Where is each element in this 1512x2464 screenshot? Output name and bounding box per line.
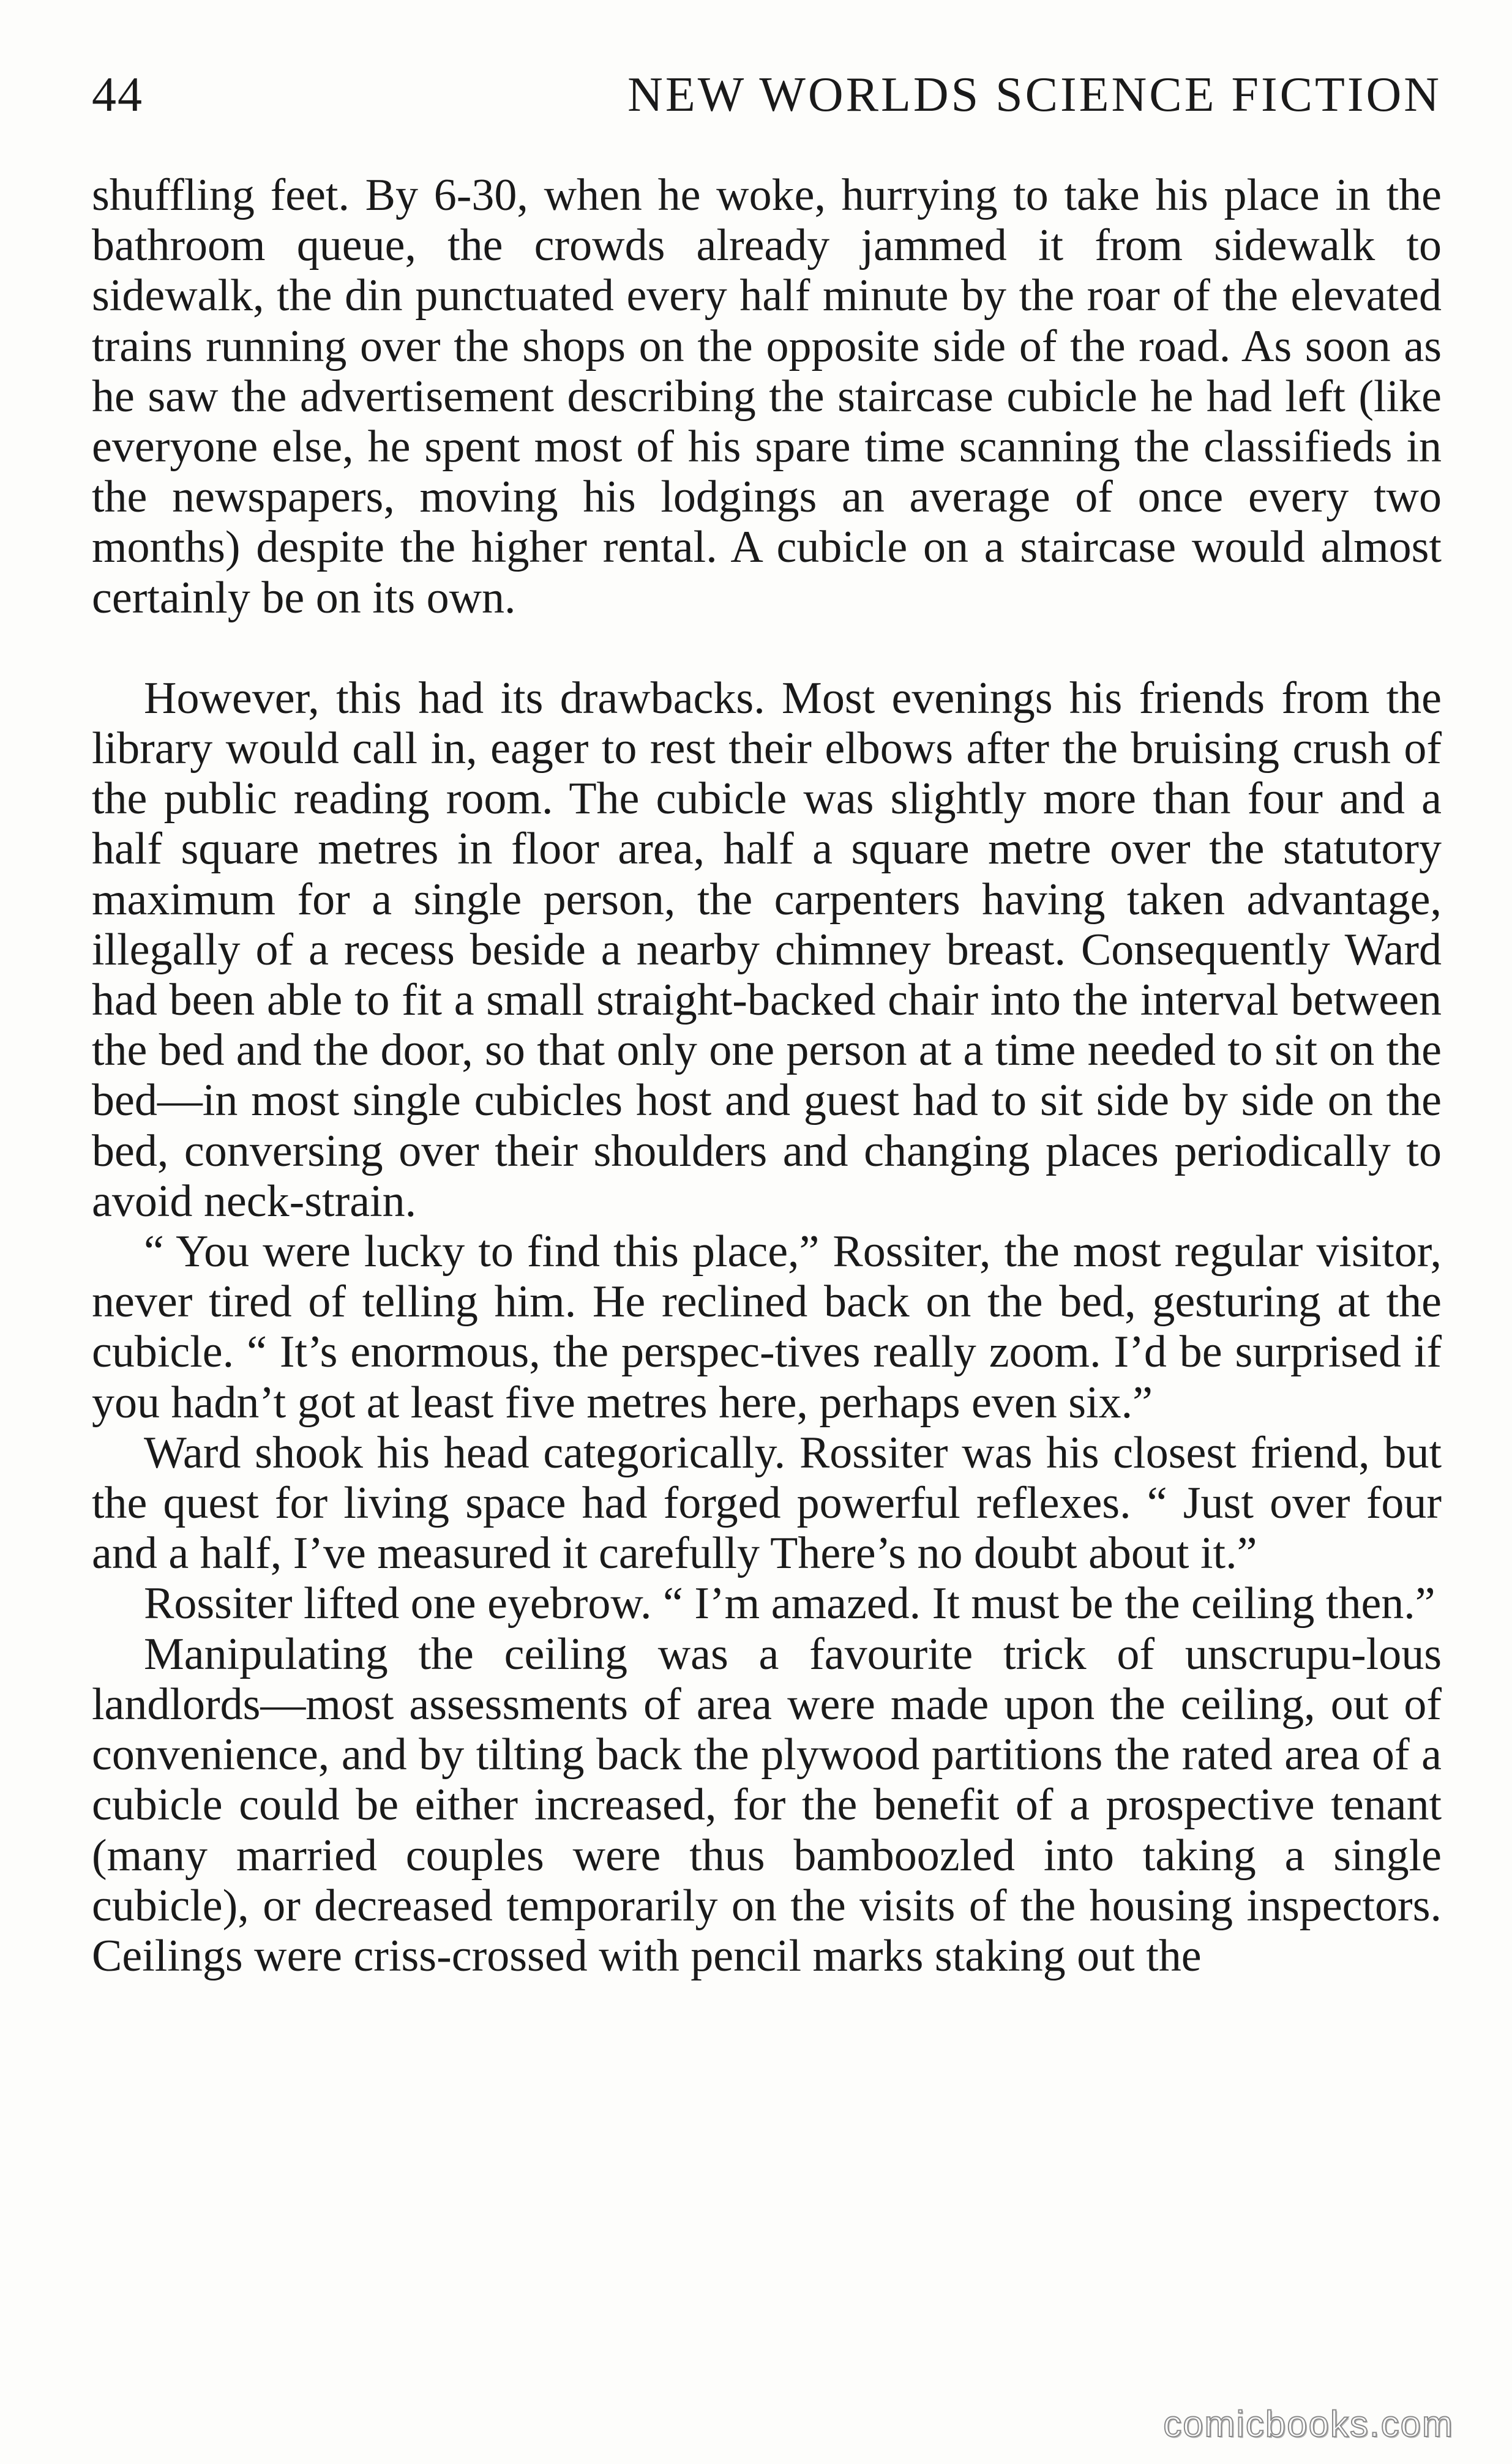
paragraph: Ward shook his head categorically. Rossiter was his closest friend, but the quest for living space had forged powerful reflexes. “ Just over four and a half, I’ve measured it carefully There’s no doubt about it.” — [92, 1427, 1442, 1579]
paragraph: Manipulating the ceiling was a favourite trick of unscrupu-lous landlords—most assessments of area were made upon the ceiling, out of convenience, and by tilting back the plywood partitions the rated area of a cubicle could be either increased, for the benefit of a prospective tenant (many married couples were thus bamboozled into taking a single cubicle), or decreased temporarily on the visits of the housing inspectors. Ceilings were criss-crossed with pencil marks staking out the — [92, 1629, 1442, 1981]
page-header — [92, 64, 1442, 125]
paragraph: shuffling feet. By 6-30, when he woke, hurrying to take his place in the bathroom queue, the crowds already jammed it from sidewalk to sidewalk, the din punctuated every half minute by the roar of the elevated trains running over the shops on the opposite side of the road. As soon as he saw the advertisement describing the staircase cubicle he had left (like everyone else, he spent most of his spare time scanning the classifieds in the newspapers, moving his lodgings an average of once every two months) despite the higher rental. A cubicle on a staircase would almost certainly be on its own. — [92, 170, 1442, 623]
paragraph: “ You were lucky to find this place,” Rossiter, the most regular visitor, never tired of telling him. He reclined back on the bed, gesturing at the cubicle. “ It’s enormous, the perspec-tives really zoom. I’d be surprised if you hadn’t got at least five metres here, perhaps even six.” — [92, 1226, 1442, 1428]
watermark: comicbooks.com — [1163, 2403, 1454, 2444]
page-number: 44 — [92, 68, 143, 122]
paragraph: Rossiter lifted one eyebrow. “ I’m amazed. It must be the ceiling then.” — [144, 1578, 1435, 1629]
story-text — [92, 170, 1442, 1981]
paragraph: However, this had its drawbacks. Most evenings his friends from the library would call in, eager to rest their elbows after the bruising crush of the public reading room. The cubicle was slightly more than four and a half square metres in floor area, half a square metre over the statutory maximum for a single person, the carpenters having taken advantage, illegally of a recess beside a nearby chimney breast. Consequently Ward had been able to fit a small straight-backed chair into the interval between the bed and the door, so that only one person at a time needed to sit on the bed—in most single cubicles host and guest had to sit side by side on the bed, conversing over their shoulders and changing places periodically to avoid neck-strain. — [92, 673, 1442, 1226]
running-head: NEW WORLDS SCIENCE FICTION — [627, 68, 1442, 122]
